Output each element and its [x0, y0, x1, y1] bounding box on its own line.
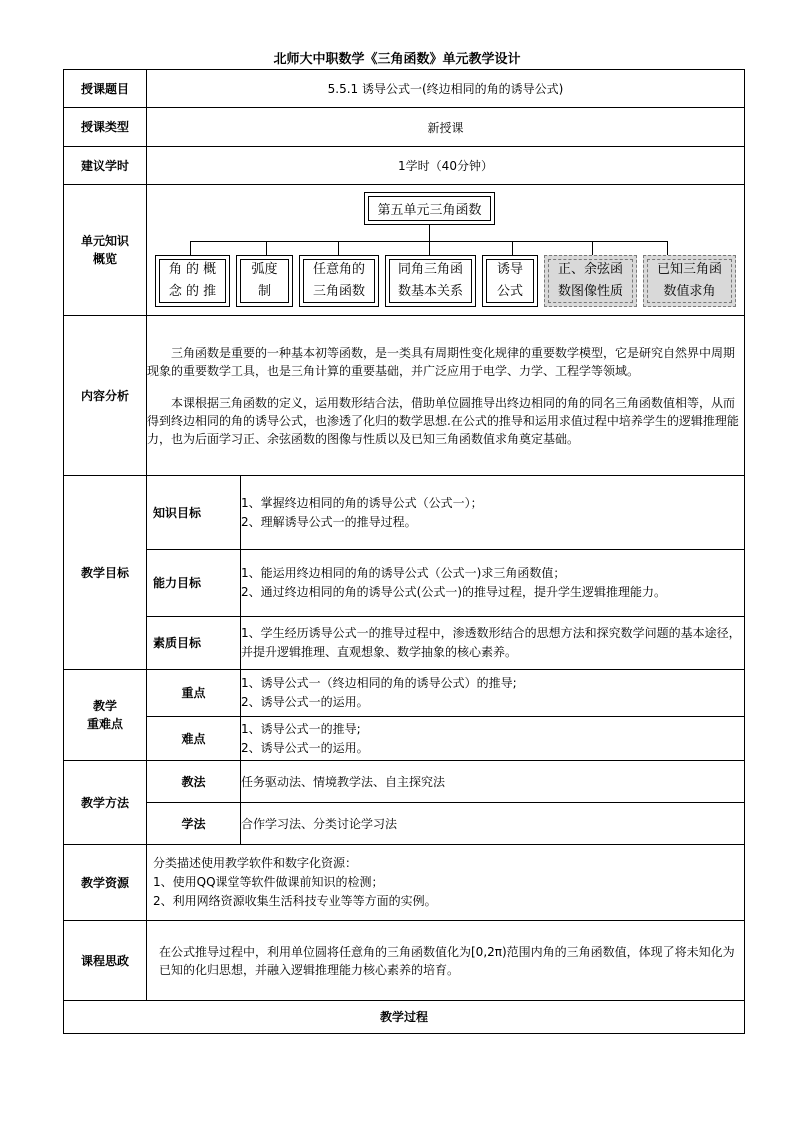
connector-6	[592, 241, 593, 255]
analysis-paragraph-1: 三角函数是重要的一种基本初等函数，是一类具有周期性变化规律的重要数学模型，它是研究自然界中周期现象的重要数学工具，也是三角计算的重要基础，并广泛应用于电学、力学、工程学等领域。	[147, 345, 736, 378]
knowledge-diagram	[147, 185, 744, 315]
knowledge-goal-item: 2、理解诱导公式一的推导过程。	[241, 514, 417, 529]
diagram-node-angle-concept: 角 的 概 念 的 推	[155, 255, 230, 307]
goals-label: 教学目标	[64, 476, 147, 670]
process-heading: 教学过程	[64, 1001, 745, 1034]
topic-label: 授课题目	[64, 70, 147, 108]
ideology-content: 在公式推导过程中，利用单位圆将任意角的三角函数值化为[0,2π)范围内角的三角函数值，体现了将未知化为已知的化归思想，并融入逻辑推理能力核心素养的培育。	[147, 921, 745, 1001]
teaching-method-label: 教法	[147, 761, 241, 803]
row-overview	[64, 185, 745, 316]
quality-goal-content	[241, 617, 745, 670]
row-key-point	[64, 670, 745, 717]
keypoints-label-line1: 教学	[92, 699, 117, 713]
resources-label: 教学资源	[64, 845, 147, 921]
knowledge-goal-item: 1、掌握终边相同的角的诱导公式（公式一）；	[241, 495, 483, 510]
ability-goal-item: 1、能运用终边相同的角的诱导公式（公式一)求三角函数值；	[241, 566, 566, 580]
row-goal-quality	[64, 617, 745, 670]
overview-label-line1: 单元知识	[80, 234, 129, 248]
keypoints-label	[64, 670, 147, 761]
row-resources	[64, 845, 745, 921]
learning-method-label: 学法	[147, 803, 241, 845]
knowledge-diagram-cell	[147, 185, 745, 316]
row-analysis	[64, 316, 745, 476]
diagram-node-induction-formula: 诱导 公式	[482, 255, 538, 307]
connector-root	[429, 225, 430, 241]
row-teaching-method	[64, 761, 745, 803]
difficult-point-item: 1、诱导公式一的推导;	[241, 721, 361, 736]
connector-3	[338, 241, 339, 255]
teaching-method-value: 任务驱动法、情境教学法、自主探究法	[241, 761, 745, 803]
difficult-point-label: 难点	[147, 717, 241, 761]
methods-label: 教学方法	[64, 761, 147, 845]
row-ideology	[64, 921, 745, 1001]
diagram-node-radian: 弧度 制	[236, 255, 293, 307]
resources-item: 1、使用QQ课堂等软件做课前知识的检测；	[153, 875, 384, 889]
hours-value: 1学时（40分钟）	[147, 147, 745, 185]
key-point-label: 重点	[147, 670, 241, 717]
knowledge-goal-label: 知识目标	[147, 476, 241, 550]
knowledge-goal-content	[241, 476, 745, 550]
resources-content	[147, 845, 745, 921]
diagram-node-same-angle-relations: 同角三角函 数基本关系	[385, 255, 476, 307]
ability-goal-label: 能力目标	[147, 550, 241, 617]
row-type	[64, 108, 745, 147]
quality-goal-label: 素质目标	[147, 617, 241, 670]
document-title: 北师大中职数学《三角函数》单元教学设计	[273, 52, 521, 67]
difficult-point-content	[241, 717, 745, 761]
key-point-item: 2、诱导公式一的运用。	[241, 695, 369, 709]
difficult-point-item: 2、诱导公式一的运用。	[241, 740, 369, 755]
resources-item: 分类描述使用教学软件和数字化资源：	[153, 856, 358, 870]
ability-goal-item: 2、通过终边相同的角的诱导公式(公式一)的推导过程，提升学生逻辑推理能力。	[241, 585, 667, 599]
quality-goal-item: 1、学生经历诱导公式一的推导过程中，渗透数形结合的思想方法和探究数学问题的基本途径，并提升逻辑推理、直观想象、数学抽象的核心素养。	[241, 626, 741, 659]
keypoints-label-line2: 重难点	[86, 717, 123, 731]
analysis-content	[147, 316, 745, 476]
overview-label-line2: 概览	[92, 252, 117, 266]
diagram-root-box	[364, 192, 495, 225]
type-value: 新授课	[147, 108, 745, 147]
connector-5	[512, 241, 513, 255]
overview-label	[64, 185, 147, 316]
type-label: 授课类型	[64, 108, 147, 147]
row-goal-knowledge	[64, 476, 745, 550]
row-hours	[64, 147, 745, 185]
learning-method-value: 合作学习法、分类讨论学习法	[241, 803, 745, 845]
ability-goal-content	[241, 550, 745, 617]
connector-7	[667, 241, 668, 255]
connector-2	[266, 241, 267, 255]
topic-value: 5.5.1 诱导公式一(终边相同的角的诱导公式)	[147, 70, 745, 108]
key-point-content	[241, 670, 745, 717]
analysis-label: 内容分析	[64, 316, 147, 476]
row-process	[64, 1001, 745, 1034]
diagram-node-any-angle-trig: 任意角的 三角函数	[299, 255, 379, 307]
analysis-paragraph-2: 本课根据三角函数的定义，运用数形结合法，借助单位圆推导出终边相同的角的同名三角函数值相等，从而得到终边相同的角的诱导公式，也渗透了化归的数学思想.在公式的推导和运用求值过程中培养学生的逻辑推理能力，也为后面学习正、余弦函数的图像与性质以及已知三角函数值求角奠定基础。	[147, 395, 739, 446]
row-goal-ability	[64, 550, 745, 617]
resources-item: 2、利用网络资源收集生活科技专业等等方面的实例。	[153, 894, 437, 908]
ideology-label: 课程思政	[64, 921, 147, 1001]
diagram-node-sine-cosine-graph: 正、余弦函 数图像性质	[544, 255, 637, 307]
connector-4	[429, 241, 430, 255]
row-difficult-point	[64, 717, 745, 761]
diagram-root-label: 第五单元三角函数	[368, 196, 491, 221]
hours-label: 建议学时	[64, 147, 147, 185]
connector-1	[190, 241, 191, 255]
row-topic	[64, 70, 745, 108]
key-point-item: 1、诱导公式一（终边相同的角的诱导公式）的推导;	[241, 676, 517, 690]
diagram-node-find-angle: 已知三角函 数值求角	[643, 255, 736, 307]
row-learning-method	[64, 803, 745, 845]
lesson-plan-table	[63, 69, 745, 1034]
